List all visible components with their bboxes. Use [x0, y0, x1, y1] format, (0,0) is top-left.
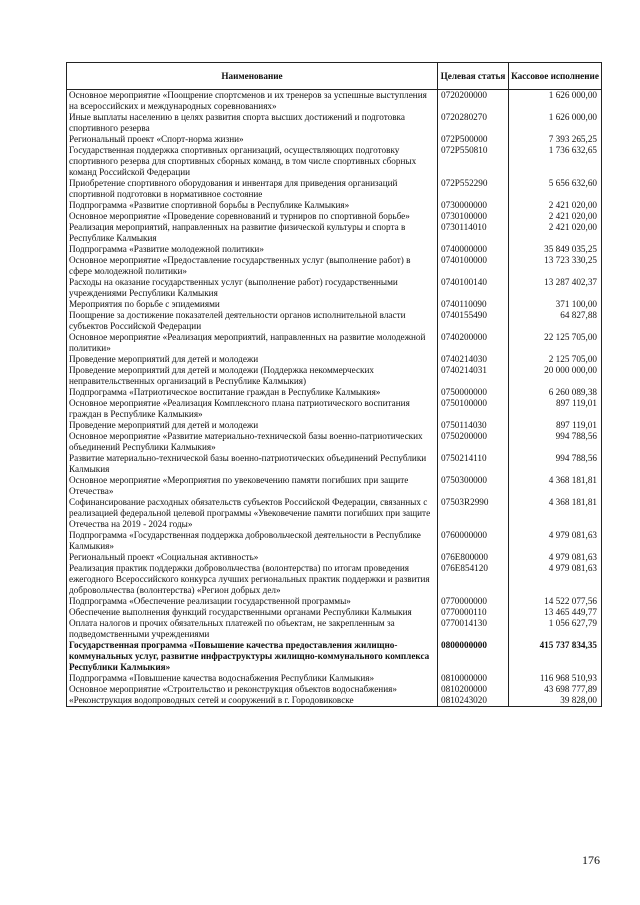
row-name-cell: Основное мероприятие «Мероприятия по увековечению памяти погибших при защите Отечества»: [67, 475, 438, 497]
row-code-cell: 072P500000: [438, 134, 509, 145]
row-name-cell: Основное мероприятие «Реализация Комплексного плана патриотического воспитания граждан в Республике Калмыкия»: [67, 398, 438, 420]
table-row: [67, 222, 602, 244]
row-code-cell: 076E800000: [438, 552, 509, 563]
row-name-cell: Проведение мероприятий для детей и молодежи: [67, 420, 438, 431]
row-amount-cell: 5 656 632,60: [509, 178, 602, 200]
row-name-cell: Региональный проект «Социальная активность»: [67, 552, 438, 563]
table-row: [67, 354, 602, 365]
row-name-cell: Реализация практик поддержки добровольчества (волонтерства) по итогам проведения ежегодного Всероссийского конкурса лучших региональных практик поддержки и развития добровольчества (волонтерства) «Регион добрых дел»: [67, 563, 438, 596]
row-name-cell: Приобретение спортивного оборудования и инвентаря для приведения организаций спортивной подготовки в нормативное состояние: [67, 178, 438, 200]
table-row: [67, 475, 602, 497]
row-amount-cell: 1 626 000,00: [509, 112, 602, 134]
table-row: [67, 431, 602, 453]
table-row: [67, 596, 602, 607]
row-name-cell: Оплата налогов и прочих обязательных платежей по объектам, не закрепленным за подведомственными учреждениями: [67, 618, 438, 640]
row-amount-cell: 13 287 402,37: [509, 277, 602, 299]
row-name-cell: Расходы на оказание государственных услуг (выполнение работ) государственными учреждениями Республики Калмыкия: [67, 277, 438, 299]
row-amount-cell: 35 849 035,25: [509, 244, 602, 255]
table-row: [67, 299, 602, 310]
table-row: [67, 552, 602, 563]
row-code-cell: 0750300000: [438, 475, 509, 497]
row-amount-cell: 43 698 777,89: [509, 684, 602, 695]
row-amount-cell: 13 723 330,25: [509, 255, 602, 277]
row-code-cell: 072P552290: [438, 178, 509, 200]
table-row: [67, 332, 602, 354]
header-name: Наименование: [67, 63, 438, 90]
row-code-cell: 0810200000: [438, 684, 509, 695]
row-code-cell: 0770000000: [438, 596, 509, 607]
row-amount-cell: 116 968 510,93: [509, 673, 602, 684]
table-row: [67, 387, 602, 398]
row-amount-cell: 7 393 265,25: [509, 134, 602, 145]
row-name-cell: Проведение мероприятий для детей и молодежи: [67, 354, 438, 365]
row-code-cell: 076E854120: [438, 563, 509, 596]
row-code-cell: 0740214030: [438, 354, 509, 365]
row-code-cell: 0740214031: [438, 365, 509, 387]
row-name-cell: Подпрограмма «Обеспечение реализации государственной программы»: [67, 596, 438, 607]
row-name-cell: Софинансирование расходных обязательств субъектов Российской Федерации, связанных с реализацией федеральной целевой программы «Увековечение памяти погибших при защите Отечества на 2019 - 2024 годы»: [67, 497, 438, 530]
row-name-cell: Основное мероприятие «Проведение соревнований и турниров по спортивной борьбе»: [67, 211, 438, 222]
row-code-cell: 0770000110: [438, 607, 509, 618]
row-name-cell: «Реконструкция водопроводных сетей и сооружений в г. Городовиковске: [67, 695, 438, 707]
table-row: [67, 244, 602, 255]
header-amount: Кассовое исполнение: [509, 63, 602, 90]
row-code-cell: 0810000000: [438, 673, 509, 684]
row-amount-cell: 2 421 020,00: [509, 222, 602, 244]
row-amount-cell: 2 421 020,00: [509, 200, 602, 211]
table-row: [67, 673, 602, 684]
row-amount-cell: 994 788,56: [509, 431, 602, 453]
row-amount-cell: 4 368 181,81: [509, 497, 602, 530]
row-code-cell: 0740110090: [438, 299, 509, 310]
row-amount-cell: 1 736 632,65: [509, 145, 602, 178]
row-name-cell: Развитие материально-технической базы военно-патриотических объединений Республики Калмыкия: [67, 453, 438, 475]
row-code-cell: 0720200000: [438, 90, 509, 113]
table-row: [67, 695, 602, 707]
row-code-cell: 0770014130: [438, 618, 509, 640]
table-row: [67, 563, 602, 596]
table-header-row: [67, 63, 602, 90]
table-row: [67, 607, 602, 618]
table-row: [67, 398, 602, 420]
row-name-cell: Государственная поддержка спортивных организаций, осуществляющих подготовку спортивного резерва для спортивных сборных команд, в том числе спортивных сборных команд Российской Федерации: [67, 145, 438, 178]
row-code-cell: 0800000000: [438, 640, 509, 673]
row-name-cell: Подпрограмма «Патриотическое воспитание граждан в Республике Калмыкия»: [67, 387, 438, 398]
page-number: 176: [582, 853, 600, 867]
row-code-cell: 0750000000: [438, 387, 509, 398]
table-row: [67, 255, 602, 277]
table-row: [67, 310, 602, 332]
table-row: [67, 90, 602, 113]
row-code-cell: 0750200000: [438, 431, 509, 453]
row-amount-cell: 13 465 449,77: [509, 607, 602, 618]
row-code-cell: 0740000000: [438, 244, 509, 255]
row-amount-cell: 22 125 705,00: [509, 332, 602, 354]
table-row: [67, 134, 602, 145]
row-code-cell: 0810243020: [438, 695, 509, 707]
table-row: [67, 530, 602, 552]
row-code-cell: 0730100000: [438, 211, 509, 222]
row-code-cell: 0720280270: [438, 112, 509, 134]
row-name-cell: Основное мероприятие «Предоставление государственных услуг (выполнение работ) в сфере молодежной политики»: [67, 255, 438, 277]
table-row: [67, 453, 602, 475]
row-name-cell: Проведение мероприятий для детей и молодежи (Поддержка некоммерческих неправительственных организаций в Республике Калмыкия): [67, 365, 438, 387]
row-code-cell: 0740100140: [438, 277, 509, 299]
row-amount-cell: 4 979 081,63: [509, 552, 602, 563]
table-body: [67, 90, 602, 707]
row-amount-cell: 897 119,01: [509, 420, 602, 431]
row-amount-cell: 2 125 705,00: [509, 354, 602, 365]
table-row: [67, 277, 602, 299]
row-name-cell: Подпрограмма «Государственная поддержка добровольческой деятельности в Республике Калмыкия»: [67, 530, 438, 552]
row-code-cell: 0760000000: [438, 530, 509, 552]
row-amount-cell: 371 100,00: [509, 299, 602, 310]
row-name-cell: Иные выплаты населению в целях развития спорта высших достижений и подготовка спортивного резерва: [67, 112, 438, 134]
table-row: [67, 178, 602, 200]
row-name-cell: Региональный проект «Спорт-норма жизни»: [67, 134, 438, 145]
row-code-cell: 0740155490: [438, 310, 509, 332]
row-code-cell: 0730114010: [438, 222, 509, 244]
row-amount-cell: 4 979 081,63: [509, 530, 602, 552]
row-name-cell: Подпрограмма «Развитие спортивной борьбы в Республике Калмыкия»: [67, 200, 438, 211]
row-amount-cell: 2 421 020,00: [509, 211, 602, 222]
table-row: [67, 640, 602, 673]
row-name-cell: Основное мероприятие «Поощрение спортсменов и их тренеров за успешные выступления на всероссийских и международных соревнованиях»: [67, 90, 438, 113]
table-row: [67, 497, 602, 530]
table-row: [67, 365, 602, 387]
row-amount-cell: 6 260 089,38: [509, 387, 602, 398]
row-name-cell: Подпрограмма «Развитие молодежной политики»: [67, 244, 438, 255]
row-amount-cell: 14 522 077,56: [509, 596, 602, 607]
row-amount-cell: 64 827,88: [509, 310, 602, 332]
row-amount-cell: 4 979 081,63: [509, 563, 602, 596]
row-code-cell: 0740100000: [438, 255, 509, 277]
table-row: [67, 684, 602, 695]
row-amount-cell: 4 368 181,81: [509, 475, 602, 497]
row-code-cell: 072P550810: [438, 145, 509, 178]
row-name-cell: Основное мероприятие «Строительство и реконструкция объектов водоснабжения»: [67, 684, 438, 695]
row-name-cell: Основное мероприятие «Развитие материально-технической базы военно-патриотических объединений Республики Калмыкия»: [67, 431, 438, 453]
row-code-cell: 0750114030: [438, 420, 509, 431]
row-name-cell: Обеспечение выполнения функций государственными органами Республики Калмыкия: [67, 607, 438, 618]
row-code-cell: 0730000000: [438, 200, 509, 211]
table-row: [67, 211, 602, 222]
row-amount-cell: 1 626 000,00: [509, 90, 602, 113]
row-amount-cell: 20 000 000,00: [509, 365, 602, 387]
table-row: [67, 200, 602, 211]
row-code-cell: 0750100000: [438, 398, 509, 420]
row-amount-cell: 39 828,00: [509, 695, 602, 707]
row-name-cell: Поощрение за достижение показателей деятельности органов исполнительной власти субъектов Российской Федерации: [67, 310, 438, 332]
table-row: [67, 618, 602, 640]
row-name-cell: Мероприятия по борьбе с эпидемиями: [67, 299, 438, 310]
header-code: Целевая статья: [438, 63, 509, 90]
row-amount-cell: 415 737 834,35: [509, 640, 602, 673]
row-name-cell: Реализация мероприятий, направленных на развитие физической культуры и спорта в Республике Калмыкия: [67, 222, 438, 244]
row-amount-cell: 1 056 627,79: [509, 618, 602, 640]
row-code-cell: 0740200000: [438, 332, 509, 354]
budget-table: [66, 62, 602, 707]
table-row: [67, 145, 602, 178]
row-amount-cell: 994 788,56: [509, 453, 602, 475]
row-code-cell: 07503R2990: [438, 497, 509, 530]
row-name-cell: Государственная программа «Повышение качества предоставления жилищно-коммунальных услуг, развитие инфраструктуры жилищно-коммунального комплекса Республики Калмыкия»: [67, 640, 438, 673]
row-code-cell: 0750214110: [438, 453, 509, 475]
table-row: [67, 112, 602, 134]
table-row: [67, 420, 602, 431]
row-name-cell: Подпрограмма «Повышение качества водоснабжения Республики Калмыкия»: [67, 673, 438, 684]
row-amount-cell: 897 119,01: [509, 398, 602, 420]
row-name-cell: Основное мероприятие «Реализация мероприятий, направленных на развитие молодежной политики»: [67, 332, 438, 354]
